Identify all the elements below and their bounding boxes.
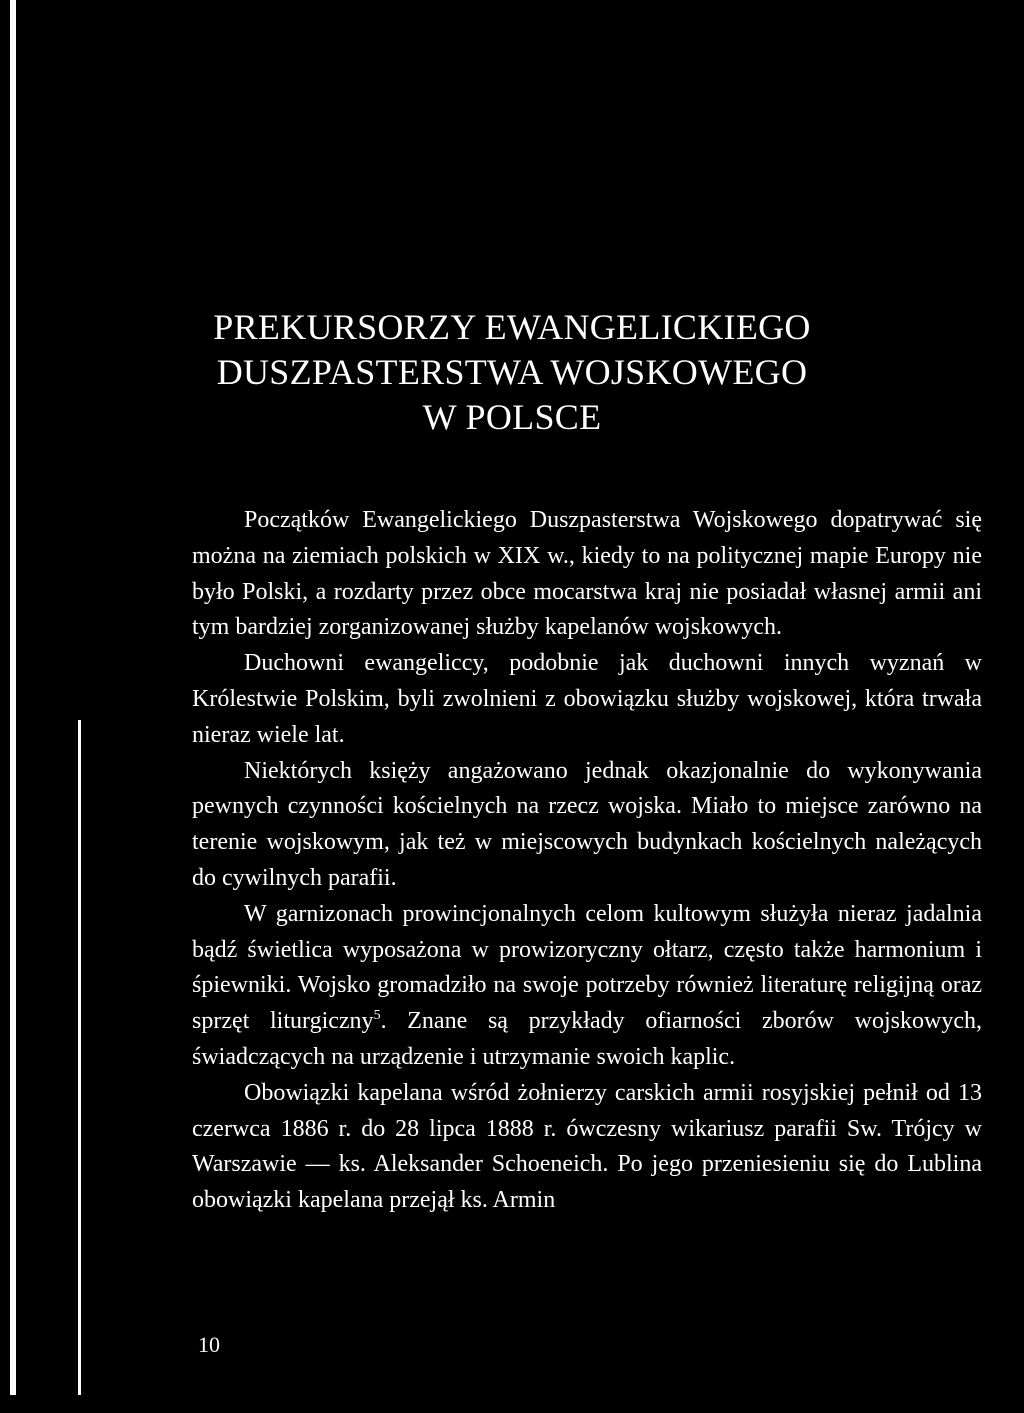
paragraph-4-text-after: . Znane są przykłady ofiarności zborów wojskowych, świadczących na urządzenie i utrzymanie swoich kaplic. [192, 1008, 983, 1070]
paragraph-1: Początków Ewangelickiego Duszpasterstwa Wojskowego dopatrywać się można na ziemiach polskich w XIX w., kiedy to na politycznej mapie Europy nie było Polski, a rozdarty przez obce mocarstwa kraj nie posiadał własnej armii ani tym bardziej zorganizowanej służby kapelanów wojskowych. [192, 507, 982, 641]
paragraph-3: Niektórych księży angażowano jednak okazjonalnie do wykonywania pewnych czynności kościelnych na rzecz wojska. Miało to miejsce zarówno na terenie wojskowym, jak też w miejscowych budynkach kościelnych należących do cywilnych parafii. [192, 757, 982, 891]
chapter-title-line-3: W POLSCE [422, 397, 602, 437]
page-number: 10 [198, 1332, 220, 1357]
scan-binding-line [78, 720, 81, 1395]
scan-edge-line [10, 0, 16, 1395]
chapter-title-line-2: DUSZPASTERSTWA WOJSKOWEGO [216, 352, 808, 392]
paragraph-2: Duchowni ewangeliccy, podobnie jak duchowni innych wyznań w Królestwie Polskim, byli zwolnieni z obowiązku służby wojskowej, która trwała nieraz wiele lat. [192, 650, 982, 748]
chapter-title-line-1: PREKURSORZY EWANGELICKIEGO [213, 307, 811, 347]
body-text [192, 503, 982, 1219]
paragraph-4-text-before: W garnizonach prowincjonalnych celom kultowym służyła nieraz jadalnia bądź świetlica wyposażona w prowizoryczny ołtarz, często także harmonium i śpiewniki. Wojsko gromadziło na swoje potrzeby również literaturę religijną oraz sprzęt liturgiczny [192, 900, 982, 1035]
paragraph-5: Obowiązki kapelana wśród żołnierzy carskich armii rosyjskiej pełnił od 13 czerwca 1886 r. do 28 lipca 1888 r. ówczesny wikariusz parafii Sw. Trójcy w Warszawie — ks. Aleksander Schoeneich. Po jego przeniesieniu się do Lublina obowiązki kapelana przejął ks. Armin [192, 1079, 982, 1214]
chapter-title [150, 305, 874, 440]
paragraph-4 [192, 897, 982, 1076]
footnote-reference: 5 [373, 1008, 381, 1024]
